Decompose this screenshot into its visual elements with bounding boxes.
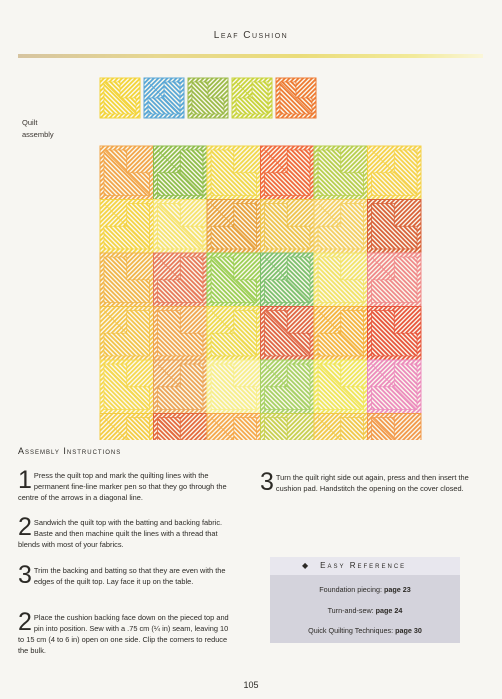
step-text: Place the cushion backing face down on the pieced top and pin into position. Sew with a .75 cm (¼ in) seam, leaving 10 to 15 cm (4 to 6 in) open on one side. Clip the corners to reduce the bulk. bbox=[18, 613, 229, 655]
step-number: 2 bbox=[18, 608, 32, 636]
quilt-block bbox=[154, 253, 208, 307]
reference-label: Turn-and-sew: bbox=[327, 606, 374, 615]
reference-page: page 23 bbox=[383, 585, 411, 594]
easy-reference-title: Easy Reference bbox=[320, 561, 407, 570]
quilt-block bbox=[232, 78, 272, 118]
quilt-block bbox=[100, 307, 154, 361]
diamond-icon: ◆ bbox=[302, 561, 311, 570]
quilt-block bbox=[100, 146, 154, 200]
quilt-block bbox=[261, 414, 315, 441]
reference-item bbox=[270, 602, 460, 620]
quilt-block bbox=[276, 78, 316, 118]
quilt-block bbox=[207, 253, 261, 307]
reference-page: page 24 bbox=[375, 606, 403, 615]
quilt-block bbox=[100, 414, 154, 441]
quilt-block bbox=[188, 78, 228, 118]
page-number: 105 bbox=[243, 680, 259, 690]
quilt-block bbox=[368, 146, 422, 200]
quilt-block bbox=[368, 307, 422, 361]
step-text: Trim the backing and batting so that they are even with the edges of the quilt top. Lay face it up on the table. bbox=[33, 566, 226, 586]
quilt-block bbox=[314, 414, 368, 441]
quilt-block bbox=[207, 146, 261, 200]
reference-item bbox=[270, 581, 460, 599]
quilt-block bbox=[314, 253, 368, 307]
step-text: Turn the quilt right side out again, press and then insert the cushion pad. Handstitch the opening on the cover closed. bbox=[275, 473, 469, 493]
section-heading: Assembly Instructions bbox=[18, 446, 122, 456]
step-number: 2 bbox=[18, 513, 32, 541]
instruction-step bbox=[18, 466, 236, 503]
step-text: Press the quilt top and mark the quilting lines with the permanent fine-line marker pen so that they go through the centre of the arrows in a diagonal line. bbox=[18, 471, 227, 502]
quilt-block bbox=[261, 253, 315, 307]
instruction-step bbox=[18, 608, 236, 656]
step-number: 1 bbox=[18, 466, 32, 494]
page-title: Leaf Cushion bbox=[213, 30, 289, 41]
quilt-block bbox=[368, 200, 422, 254]
instruction-step bbox=[260, 468, 470, 496]
quilt-block bbox=[100, 360, 154, 414]
quilt-block bbox=[154, 307, 208, 361]
reference-page: page 30 bbox=[395, 626, 422, 635]
quilt-block bbox=[314, 146, 368, 200]
quilt-block bbox=[314, 307, 368, 361]
quilt-block bbox=[368, 253, 422, 307]
reference-item bbox=[270, 622, 460, 640]
quilt-block bbox=[368, 414, 422, 441]
quilt-block bbox=[314, 360, 368, 414]
quilt-block bbox=[368, 360, 422, 414]
quilt-block bbox=[144, 78, 184, 118]
step-number: 3 bbox=[260, 468, 274, 496]
quilt-block bbox=[100, 78, 140, 118]
step-number: 3 bbox=[18, 561, 32, 589]
quilt-block bbox=[154, 414, 208, 441]
quilt-block bbox=[261, 360, 315, 414]
reference-label: Quick Quilting Techniques: bbox=[308, 626, 394, 635]
caption-line: Quilt bbox=[22, 118, 38, 127]
quilt-block bbox=[207, 307, 261, 361]
quilt-block bbox=[100, 253, 154, 307]
instruction-step bbox=[18, 513, 236, 550]
easy-reference-heading bbox=[270, 557, 460, 575]
quilt-block bbox=[261, 307, 315, 361]
instruction-step bbox=[18, 561, 236, 589]
quilt-block bbox=[154, 360, 208, 414]
quilt-block bbox=[261, 200, 315, 254]
quilt-block bbox=[207, 200, 261, 254]
quilt-block bbox=[154, 200, 208, 254]
quilt-block bbox=[207, 414, 261, 441]
quilt-block bbox=[154, 146, 208, 200]
quilt-block bbox=[207, 360, 261, 414]
quilt-block bbox=[261, 146, 315, 200]
quilt-block bbox=[314, 200, 368, 254]
quilt-block bbox=[100, 200, 154, 254]
reference-label: Foundation piecing: bbox=[319, 585, 382, 594]
step-text: Sandwich the quilt top with the batting and backing fabric. Baste and then machine quilt the lines with a thread that blends with most of your fabrics. bbox=[18, 518, 223, 549]
caption-line: assembly bbox=[22, 130, 54, 139]
